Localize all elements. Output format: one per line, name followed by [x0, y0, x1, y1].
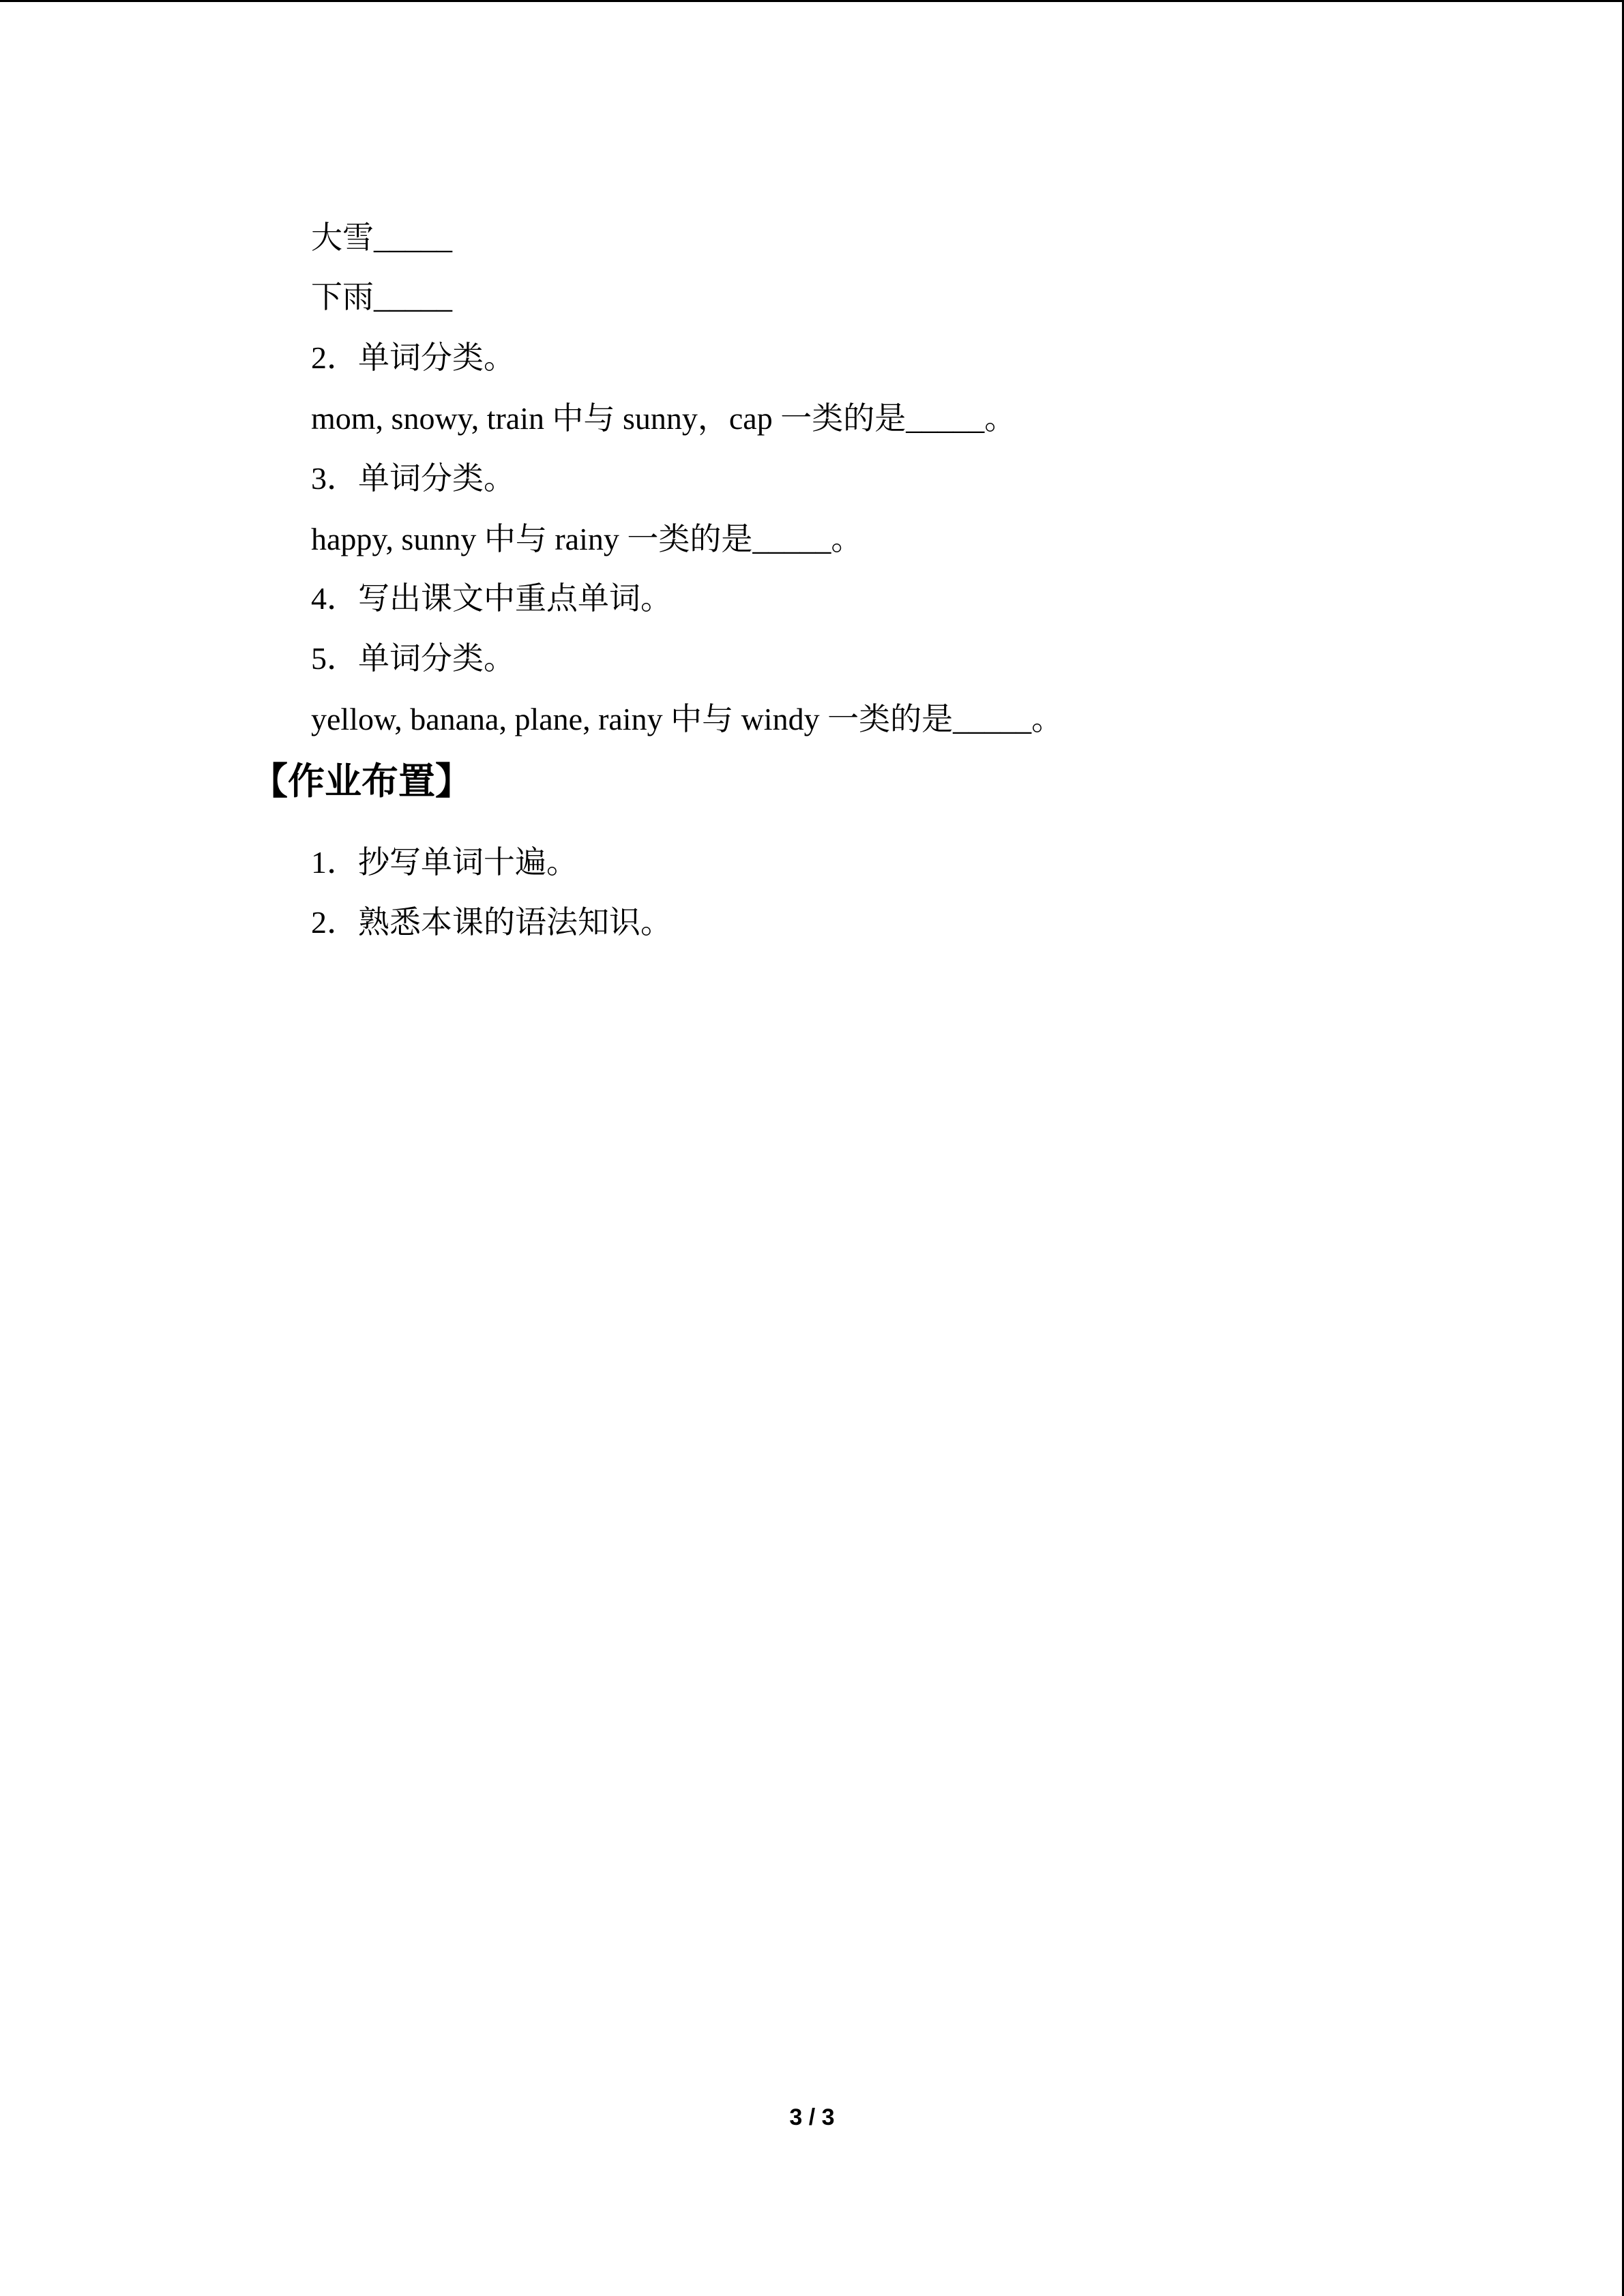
homework-item: 2．熟悉本课的语法知识。: [311, 905, 672, 940]
exercise-line: mom, snowy, train 中与 sunny，cap 一类的是_____。: [311, 401, 1016, 436]
exercise-question: 5．单词分类。: [311, 641, 515, 676]
exercise-line: happy, sunny 中与 rainy 一类的是_____。: [311, 522, 863, 556]
exercise-line: yellow, banana, plane, rainy 中与 windy 一类的是_____。: [311, 702, 1063, 736]
exercise-line: 下雨_____: [311, 280, 452, 314]
exercise-line: 大雪_____: [311, 220, 452, 255]
homework-heading: 【作业布置】: [251, 760, 472, 803]
page-number: 3 / 3: [789, 2104, 835, 2130]
exercise-question: 3．单词分类。: [311, 461, 515, 496]
exercise-question: 4．写出课文中重点单词。: [311, 581, 672, 616]
exercise-question: 2．单词分类。: [311, 340, 515, 375]
homework-item: 1．抄写单词十遍。: [311, 845, 578, 880]
